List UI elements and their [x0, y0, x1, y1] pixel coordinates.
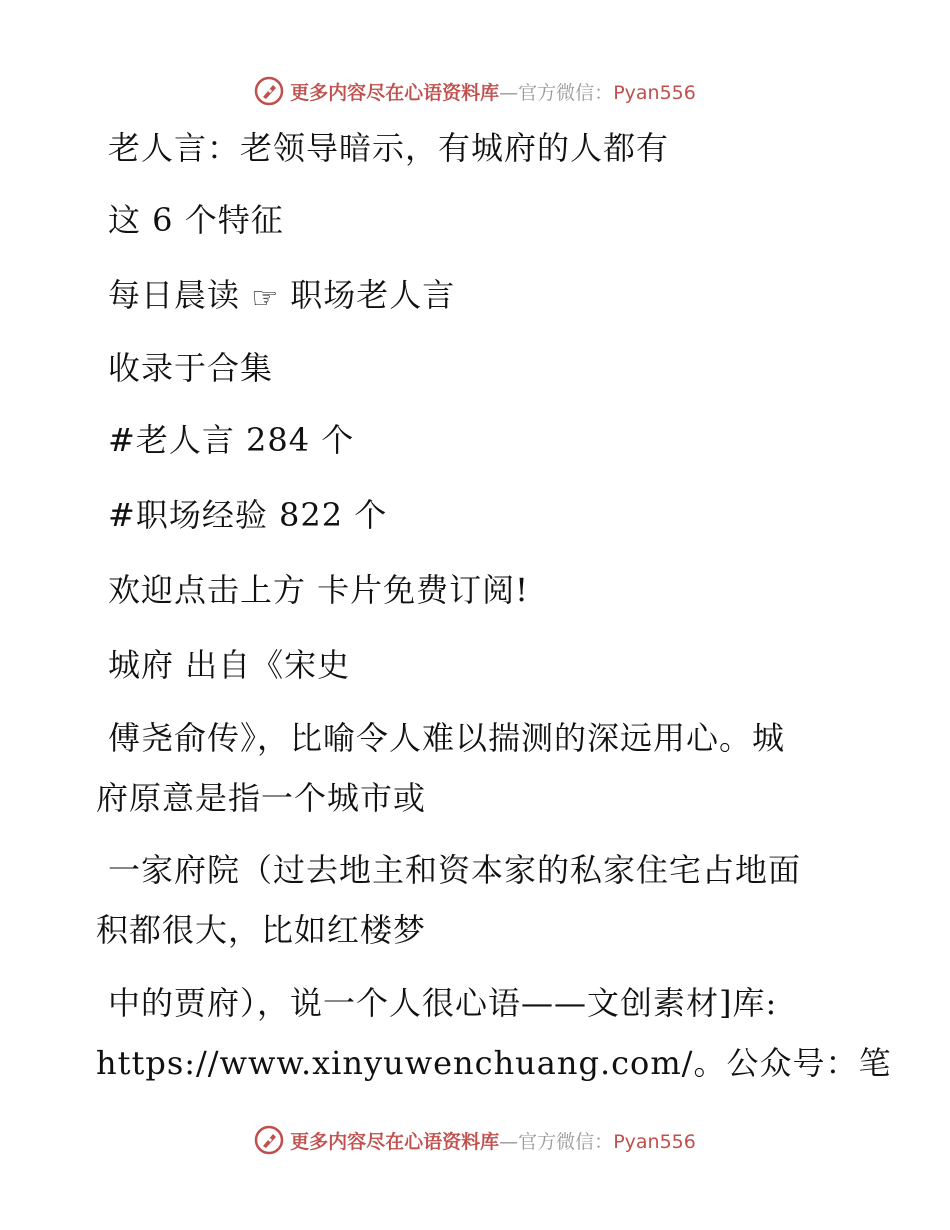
footer-watermark	[0, 1120, 950, 1160]
paragraph-3-line-1: 一家府院（过去地主和资本家的私家住宅占地面	[108, 851, 802, 889]
tag-laorenyan[interactable]: #老人言 284 个	[108, 421, 355, 459]
pointing-hand-icon: ☞	[251, 281, 280, 316]
watermark-text: 更多内容尽在心语资料库—官方微信：Pyan556	[290, 81, 696, 104]
paragraph-2-line-2: 府原意是指一个城市或	[96, 779, 427, 817]
column-name: 职场老人言	[290, 276, 456, 314]
collection-label: 收录于合集	[108, 349, 274, 387]
header-watermark	[0, 71, 950, 111]
daily-reading-label: 每日晨读	[108, 276, 241, 314]
pen-nib-circle-icon	[254, 76, 284, 106]
watermark-text: 更多内容尽在心语资料库—官方微信：Pyan556	[290, 1130, 696, 1153]
paragraph-2-line-1: 傅尧俞传》，比喻令人难以揣测的深远用心。城	[108, 719, 786, 757]
subscribe-prompt: 欢迎点击上方 卡片免费订阅!	[108, 571, 530, 609]
tag-zhichang[interactable]: #职场经验 822 个	[108, 496, 388, 534]
paragraph-4-line-2: https://www.xinyuwenchuang.com/。公众号：笔	[96, 1044, 892, 1082]
daily-reading-line	[108, 275, 455, 317]
title-line-2: 这 6 个特征	[108, 201, 284, 239]
paragraph-1-line-1: 城府 出自《宋史	[108, 646, 351, 684]
pen-nib-circle-icon	[254, 1125, 284, 1155]
title-line-1: 老人言：老领导暗示，有城府的人都有	[108, 129, 670, 167]
paragraph-4-line-1: 中的贾府），说一个人很心语——文创素材]库:	[108, 984, 778, 1022]
paragraph-3-line-2: 积都很大，比如红楼梦	[96, 911, 427, 949]
